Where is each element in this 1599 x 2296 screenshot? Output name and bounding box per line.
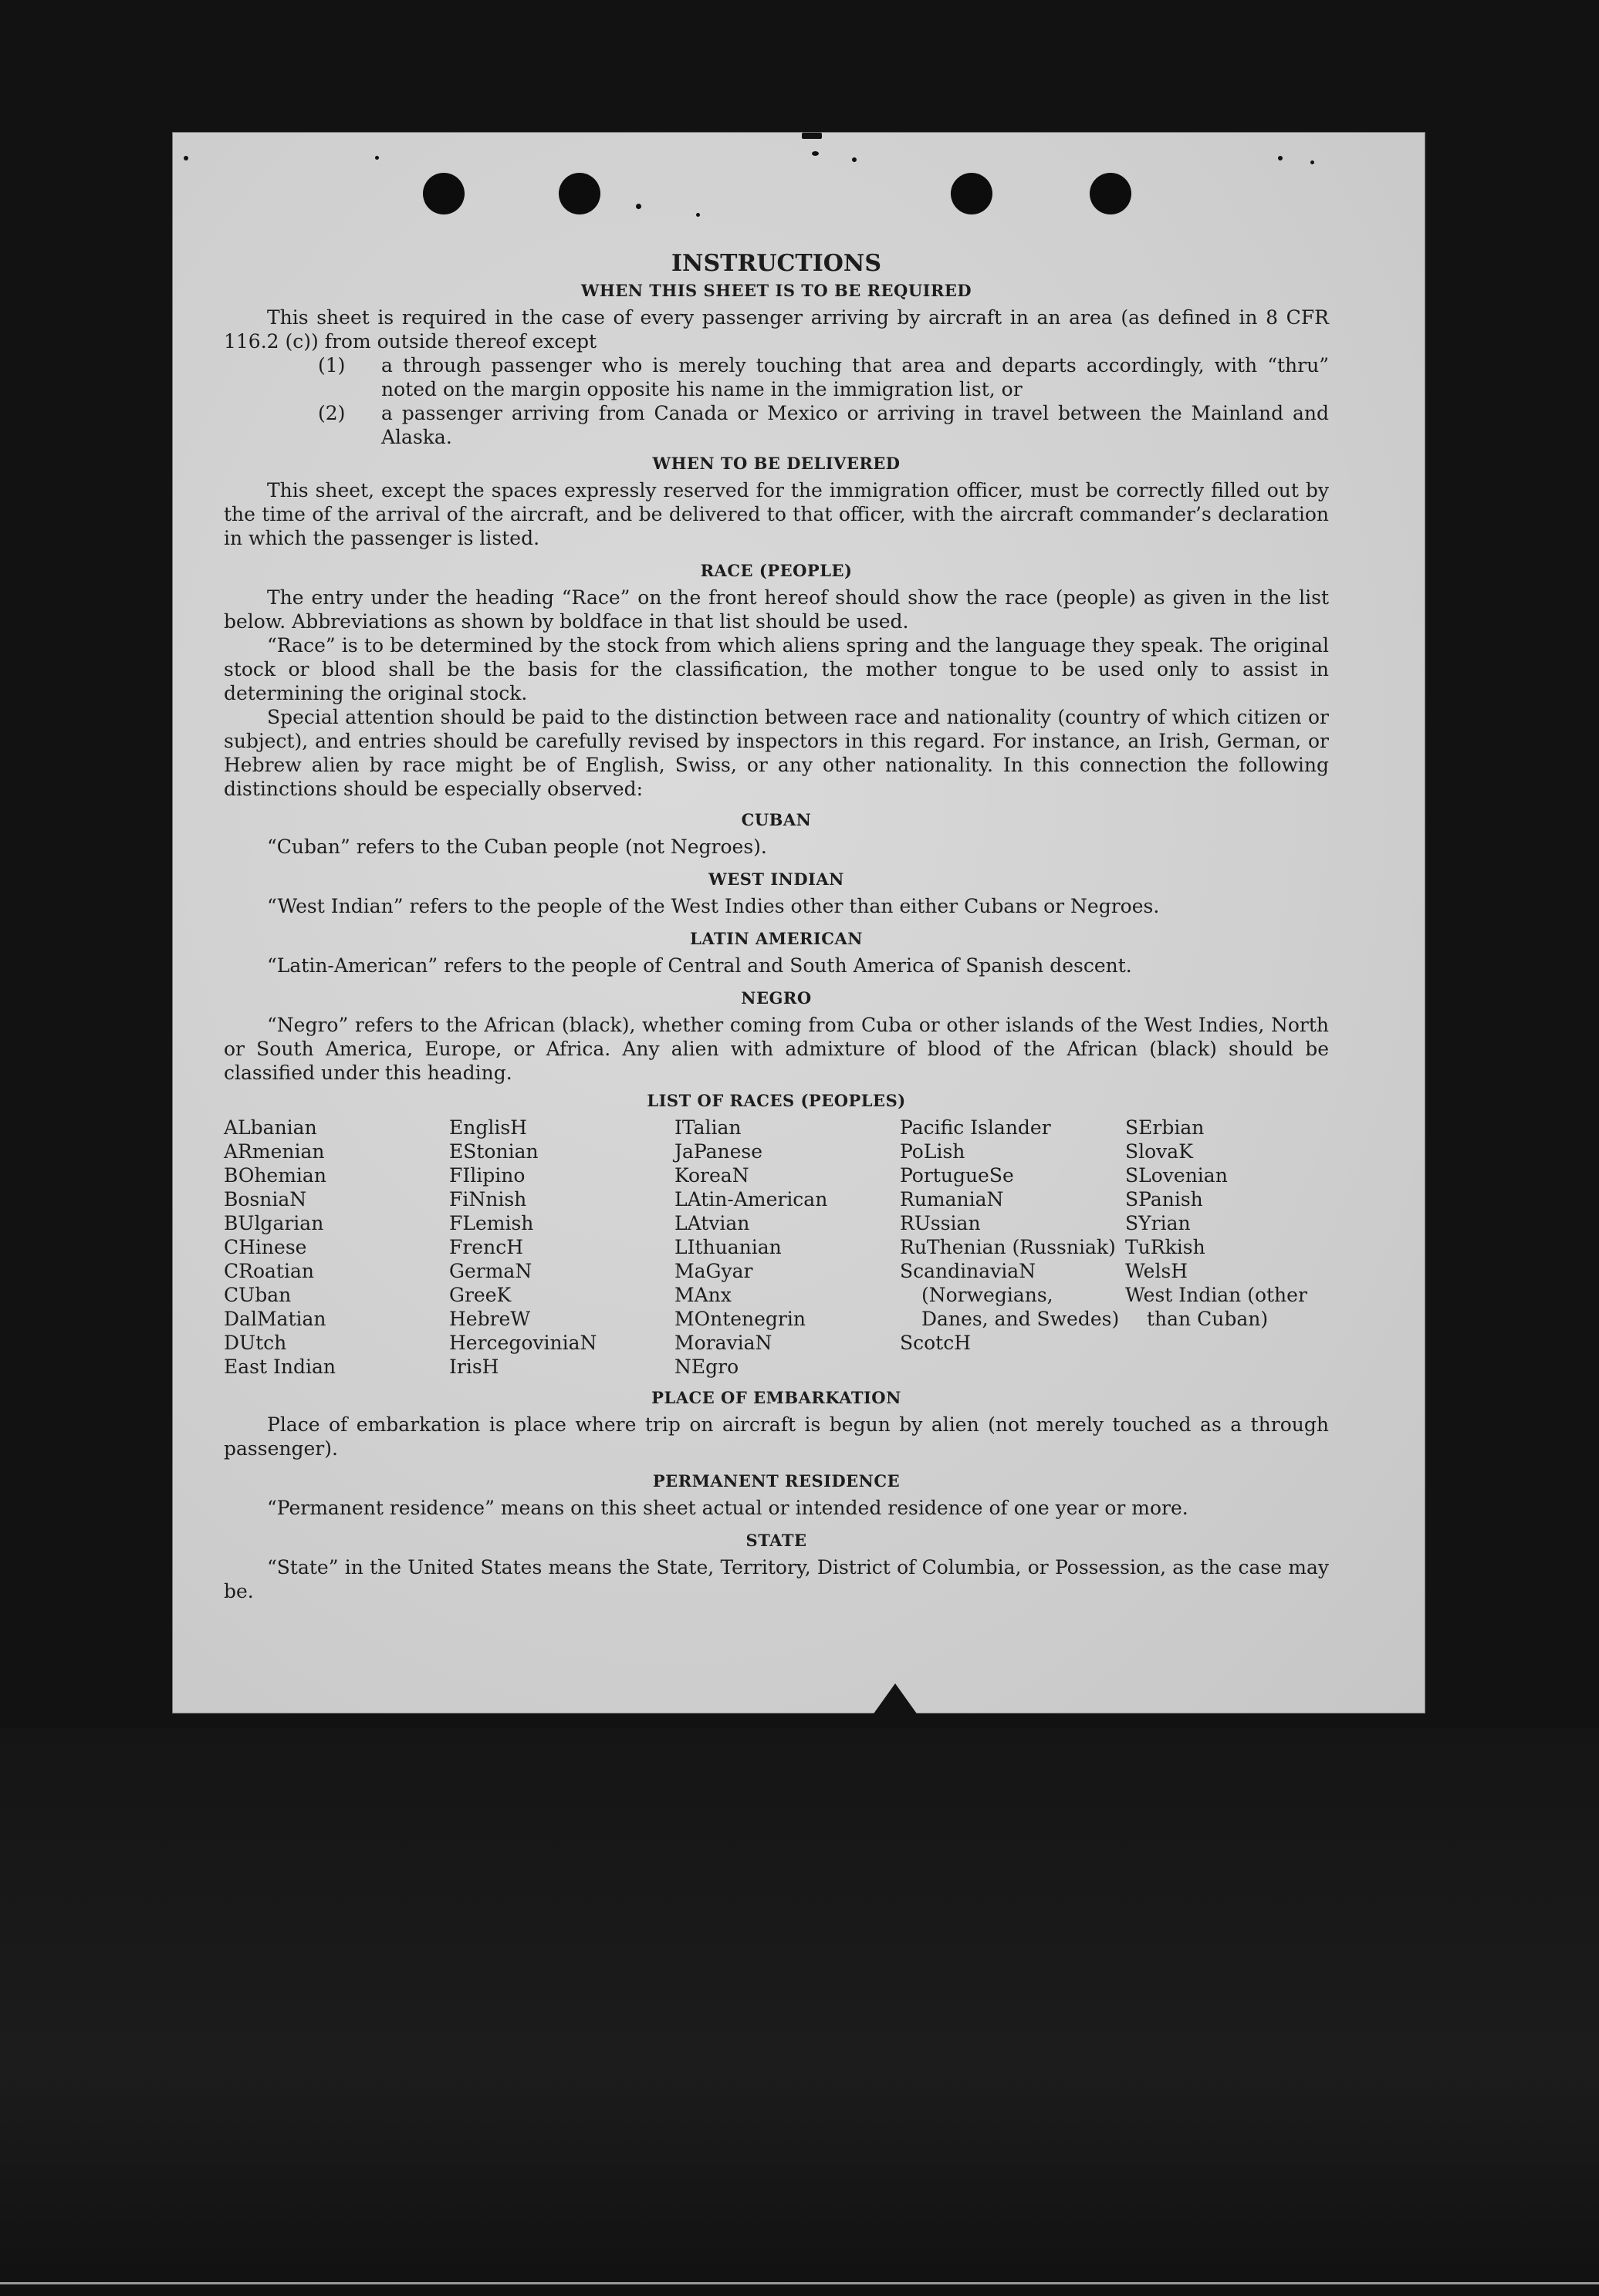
section-paragraph: “West Indian” refers to the people of the West Indies other than either Cubans or Negroes. [267, 895, 1160, 917]
speck [1278, 156, 1283, 160]
speck [696, 213, 700, 217]
race-item: PoLish [900, 1140, 965, 1163]
race-item: ARmenian [224, 1140, 325, 1163]
section-heading: PLACE OF EMBARKATION [651, 1388, 901, 1407]
speck [802, 133, 822, 139]
section-heading: WHEN THIS SHEET IS TO BE REQUIRED [580, 281, 972, 300]
list-text: a passenger arriving from Canada or Mexico or arriving in travel between the Mainland and Alaska. [381, 402, 1329, 448]
races-column [449, 1116, 674, 1379]
race-item: Pacific Islander [900, 1116, 1051, 1139]
section-paragraph: This sheet, except the spaces expressly reserved for the immigration officer, must be correctly filled out by the time of the arrival of the aircraft, and be delivered to that officer, with the aircraft commander’s declaration in which the passenger is listed. [224, 479, 1329, 549]
section-paragraph: “Latin-American” refers to the people of Central and South America of Spanish descent. [267, 954, 1132, 977]
exception-list [224, 353, 1329, 449]
race-item: IrisH [449, 1356, 499, 1378]
section-paragraph: Special attention should be paid to the distinction between race and nationality (country of which citizen or subject), and entries should be carefully revised by inspectors in this regard. For instance, an Irish, German, or Hebrew alien by race might be of English, Swiss, or any other nationality. In this connection the following distinctions should be especially observed: [224, 706, 1329, 800]
race-item: MOntenegrin [674, 1308, 806, 1330]
races-column [900, 1116, 1125, 1379]
race-item: GermaN [449, 1260, 532, 1282]
list-number: (2) [318, 402, 346, 424]
section-paragraph: The entry under the heading “Race” on the front hereof should show the race (people) as given in the list below. Abbreviations as shown by boldface in that list should be used. [224, 586, 1329, 633]
section-paragraph: “Negro” refers to the African (black), whether coming from Cuba or other islands of the West Indies, North or South America, Europe, or Africa. Any alien with admixture of blood of the African (black) should be classified under this heading. [224, 1014, 1329, 1084]
race-item: JaPanese [674, 1140, 763, 1163]
document-title: INSTRUCTIONS [671, 250, 881, 277]
section-paragraph: “State” in the United States means the State, Territory, District of Columbia, or Possession, as the case may be. [224, 1556, 1329, 1602]
paper-tear [872, 1683, 918, 1716]
section-heading: NEGRO [741, 988, 812, 1008]
race-item: East Indian [224, 1356, 336, 1378]
race-item: PortugueSe [900, 1164, 1014, 1187]
races-column [224, 1116, 449, 1379]
race-item: BUlgarian [224, 1212, 324, 1234]
section-heading: WHEN TO BE DELIVERED [652, 454, 901, 473]
speck [1310, 160, 1314, 164]
list-item [224, 401, 1329, 449]
document-content [224, 248, 1329, 1603]
list-number: (1) [318, 354, 346, 376]
race-item: ScotcH [900, 1332, 972, 1354]
document-sheet [173, 133, 1425, 1713]
race-item: KoreaN [674, 1164, 749, 1187]
race-item: ScandinaviaN (Norwegians, Danes, and Swedes) [900, 1260, 1120, 1330]
race-item: MAnx [674, 1284, 732, 1306]
race-item: FiNnish [449, 1188, 527, 1210]
races-column [1125, 1116, 1329, 1379]
race-item: CUban [224, 1284, 292, 1306]
race-item: FrencH [449, 1236, 523, 1258]
race-item: CHinese [224, 1236, 307, 1258]
race-item: DUtch [224, 1332, 287, 1354]
section-heading: RACE (PEOPLE) [700, 561, 853, 580]
race-item: HebreW [449, 1308, 531, 1330]
list-item [224, 353, 1329, 401]
race-item: WelsH [1125, 1260, 1188, 1282]
section-paragraph: Place of embarkation is place where trip on aircraft is begun by alien (not merely touched as a through passenger). [224, 1413, 1329, 1460]
scan-background [0, 1728, 1599, 2296]
punch-hole [423, 173, 465, 214]
race-item: RumaniaN [900, 1188, 1004, 1210]
race-item: CRoatian [224, 1260, 314, 1282]
race-item: SPanish [1125, 1188, 1203, 1210]
section-paragraph: “Permanent residence” means on this sheet actual or intended residence of one year or more. [267, 1497, 1188, 1519]
race-item: West Indian (other than Cuban) [1125, 1284, 1307, 1330]
punch-hole [1090, 173, 1131, 214]
section-heading: STATE [745, 1531, 807, 1550]
race-item: RuThenian (Russniak) [900, 1236, 1116, 1258]
speck [636, 204, 641, 209]
race-item: FLemish [449, 1212, 534, 1234]
race-item: EnglisH [449, 1116, 527, 1139]
race-item: NEgro [674, 1356, 739, 1378]
race-item: SlovaK [1125, 1140, 1193, 1163]
races-heading: LIST OF RACES (PEOPLES) [647, 1091, 906, 1110]
races-list [224, 1116, 1329, 1379]
section-heading: WEST INDIAN [708, 869, 844, 889]
race-item: MoraviaN [674, 1332, 772, 1354]
race-item: SYrian [1125, 1212, 1191, 1234]
section-paragraph: “Race” is to be determined by the stock from which aliens spring and the language they speak. The original stock or blood shall be the basis for the classification, the mother tongue to be used only to assist in determining the original stock. [224, 634, 1329, 704]
race-item: EStonian [449, 1140, 539, 1163]
races-column [674, 1116, 900, 1379]
section-heading: CUBAN [741, 810, 812, 829]
section-heading: LATIN AMERICAN [690, 929, 863, 948]
section-heading: PERMANENT RESIDENCE [652, 1471, 901, 1491]
list-text: a through passenger who is merely touching that area and departs accordingly, with “thru” noted on the margin opposite his name in the immigration list, or [381, 354, 1329, 400]
race-item: SLovenian [1125, 1164, 1228, 1187]
race-item: BOhemian [224, 1164, 326, 1187]
race-item: FIlipino [449, 1164, 526, 1187]
race-item: LIthuanian [674, 1236, 782, 1258]
race-item: LAtvian [674, 1212, 750, 1234]
race-item: BosniaN [224, 1188, 307, 1210]
race-item: SErbian [1125, 1116, 1205, 1139]
speck [375, 156, 379, 160]
section-paragraph: “Cuban” refers to the Cuban people (not Negroes). [267, 836, 767, 858]
race-item: HercegoviniaN [449, 1332, 597, 1354]
race-item: MaGyar [674, 1260, 753, 1282]
race-item: RUssian [900, 1212, 981, 1234]
section-paragraph: This sheet is required in the case of every passenger arriving by aircraft in an area (as defined in 8 CFR 116.2 (c)) from outside thereof except [224, 306, 1329, 353]
race-item: DalMatian [224, 1308, 326, 1330]
speck [812, 151, 819, 156]
race-item: LAtin-American [674, 1188, 828, 1210]
punch-hole [559, 173, 600, 214]
speck [852, 157, 857, 162]
race-item: TuRkish [1125, 1236, 1205, 1258]
scanner-edge-line [0, 2282, 1599, 2284]
punch-hole [951, 173, 992, 214]
speck [184, 156, 188, 160]
race-item: ALbanian [224, 1116, 317, 1139]
race-item: ITalian [674, 1116, 742, 1139]
race-item: GreeK [449, 1284, 512, 1306]
